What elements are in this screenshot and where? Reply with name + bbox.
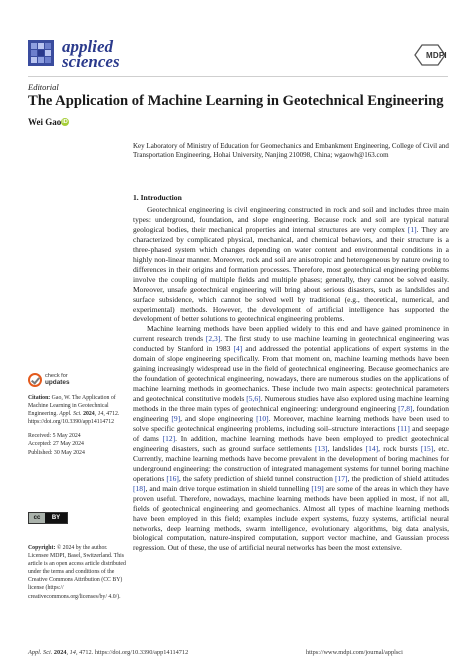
- journal-logo-icon: [28, 40, 54, 66]
- citation-link[interactable]: [9]: [171, 414, 181, 424]
- citation-link[interactable]: [12]: [162, 433, 176, 443]
- citation: Citation: Gao, W. The Application of Machine Learning in Geotechnical Engineering. Appl. Sci. 2024, 14, 4712. https://doi.org/10.3390/app14114712: [28, 395, 120, 426]
- footer-citation: Appl. Sci. 2024, 14, 4712. https://doi.org/10.3390/app14114712: [28, 649, 189, 656]
- orcid-icon[interactable]: iD: [62, 119, 68, 125]
- check-updates-text: check for updates: [45, 373, 70, 386]
- citation-link[interactable]: [1]: [407, 224, 417, 234]
- journal-name-line1: applied: [62, 37, 113, 56]
- citation-link[interactable]: [14]: [365, 443, 379, 453]
- header-divider: [28, 76, 448, 77]
- section-heading: 1. Introduction: [133, 193, 182, 202]
- author-affiliation: Key Laboratory of Ministry of Education for Geomechanics and Embankment Engineering, College of Civil and Transportation Engineering, Hohai University, Nanjing 210098, China; wgaowh@163.com: [133, 142, 449, 160]
- footer-website-link[interactable]: https://www.mdpi.com/journal/applsci: [306, 649, 403, 656]
- copyright-text: Copyright: © 2024 by the author. Licensee MDPI, Basel, Switzerland. This article is an open access article distributed under the terms and conditions of the Creative Commons Attribution (CC BY) license (https:// creativecommons.org/licenses/by/ 4.0/).: [28, 545, 126, 600]
- copyright-block: [28, 544, 126, 601]
- citation-link[interactable]: [4]: [233, 344, 243, 354]
- article-type: Editorial: [28, 82, 59, 92]
- article-title: The Application of Machine Learning in Geotechnical Engineering: [28, 93, 444, 109]
- by-label: BY: [45, 513, 67, 523]
- publisher-name: MDPI: [426, 51, 447, 60]
- cc-label: cc: [29, 513, 45, 523]
- citation-link[interactable]: [18]: [133, 483, 146, 493]
- citation-link[interactable]: [11]: [397, 423, 410, 433]
- published-date: Published: 30 May 2024: [28, 449, 85, 456]
- paragraph-2: Machine learning methods have been applied widely to this end and have gained prominence in current research trends [2,3]. The first study to use machine learning in geotechnical engineering was conducted by Stanford in 1983 [4] and addressed the potential applications of expert systems in the domain of slope engineering specifically. From that moment on, machine learning methods have been gaining increasingly widespread use in the field of geotechnical engineering. Because geomechanics are the foundation of geotechnical engineering, nowadays, there are numerous studies on the applications of machine learning methods in geomechanics. These include two main aspects: geotechnical parameters and geotechnical constitutive models [5,6]. Numerous studies have also explored using machine learning methods in the three main types of geotechnical engineering: underground engineering [7,8], foundation engineering [9], and slope engineering [10]. Moreover, machine learning methods have been used to solve specific geotechnical engineering problems, including soil–structure interactions [11] and seepage of dams [12]. In addition, machine learning methods have been employed to predict geotechnical engineering disasters, such as ground surface settlements [13], landslides [14], rock bursts [15], etc. Currently, machine learning methods have become prevalent in the development of boring machines for underground engineering: the construction of integrated management systems for tunnel boring machine operations [16], the safety prediction of shield tunnel construction [17], the prediction of shield attitudes [18], and main drive torque estimation in shield tunnelling [19] are some of the areas in which they have proven useful. Therefore, nowadays, machine learning methods have been applied in most, if not all, fields of geotechnical engineering and geomechanics. Almost all types of machine learning methods have been employed in this field; examples include expert systems, fuzzy systems, artificial neural networks, deep learning methods, swarm intelligence, evolutionary algorithms, big data analysis, biological computation, nature-inspired computation, support vector machine, and Gaussian process regression. Out of these, the use of artificial neural networks has been the most extensive.: [133, 324, 450, 553]
- journal-name[interactable]: [62, 39, 120, 69]
- citation-link[interactable]: [19]: [311, 483, 324, 493]
- body-text: [133, 205, 449, 553]
- accepted-date: Accepted: 27 May 2024: [28, 441, 84, 448]
- check-updates-icon: [28, 373, 42, 387]
- paragraph-1: Geotechnical engineering is civil engineering constructed in rock and soil and includes three main types: underground, foundation, and slope engineering. Because rock and soil are typical natural geological bodies, their mechanical properties and internal structures are very complex [1]. They are characterized by complicated physical, mechanical, and chemical behaviors, and their structure is a three-phased system which changes depending on water content and environmental conditions in a highly non-linear manner. Moreover, rock and soil are anisotropic and heterogeneous by nature owing to differences in their origins and formation processes. Therefore, most geotechnical engineering problems involve the coupling of multiple fields and multiple phases; generally, they cannot be solved easily. Moreover, unsafe geotechnical engineering will bring about serious disasters, such as landslides and surface subsidence, which cannot be solved well by traditional (e.g., theoretical, numerical, and experimental) methods. However, the development of artificial intelligence has supported the development of better solutions to geotechnical engineering problems.: [133, 205, 449, 324]
- citation-link[interactable]: [2,3]: [205, 334, 221, 344]
- journal-name-line2: sciences: [62, 52, 120, 71]
- received-date: Received: 5 May 2024: [28, 433, 81, 440]
- citation-link[interactable]: [15]: [420, 443, 434, 453]
- citation-link[interactable]: [17]: [334, 473, 348, 483]
- check-for-updates-badge[interactable]: [28, 373, 90, 389]
- citation-link[interactable]: [16]: [166, 473, 179, 483]
- author-name[interactable]: Wei Gao: [28, 117, 62, 127]
- citation-link[interactable]: [10]: [256, 414, 269, 424]
- citation-link[interactable]: [13]: [314, 443, 328, 453]
- citation-link[interactable]: [5,6]: [246, 394, 261, 404]
- citation-block: [28, 394, 126, 457]
- cc-by-license-icon[interactable]: [28, 512, 68, 524]
- citation-link[interactable]: [7,8]: [398, 404, 413, 414]
